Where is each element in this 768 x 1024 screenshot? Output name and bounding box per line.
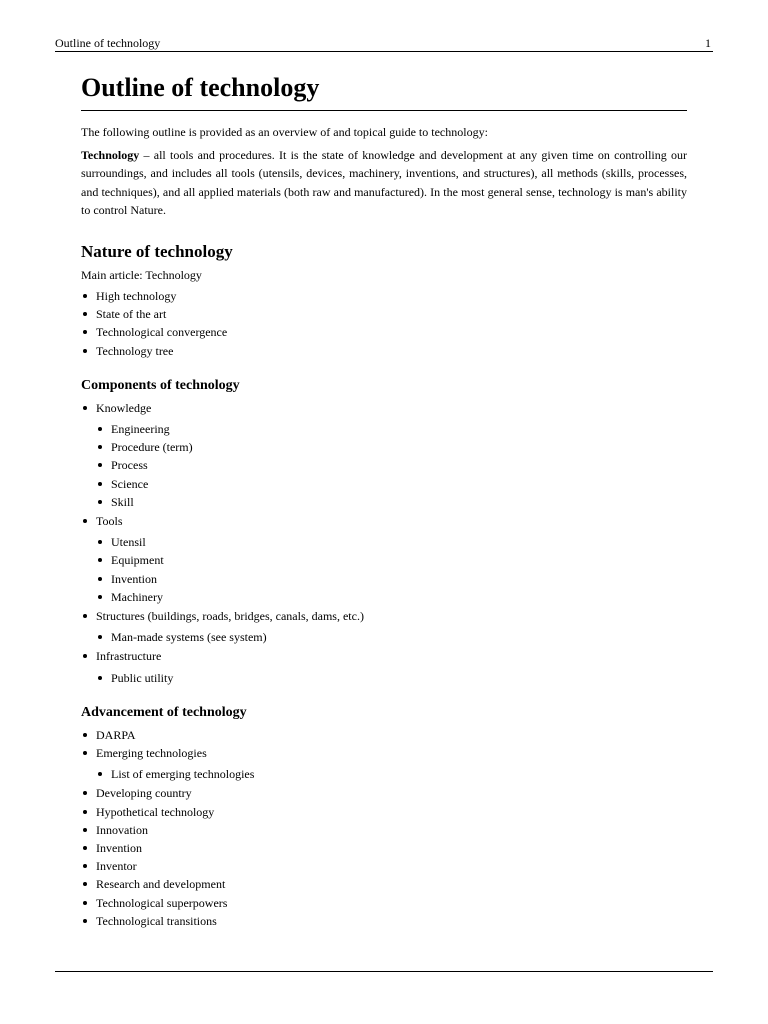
structures-sublist: [81, 628, 687, 646]
list-item[interactable]: Man-made systems (see system): [96, 628, 687, 646]
list-item[interactable]: Structures (buildings, roads, bridges, canals, dams, etc.): [81, 607, 687, 625]
list-item[interactable]: Infrastructure: [81, 647, 687, 665]
knowledge-sublist: [81, 420, 687, 511]
running-header: [55, 35, 713, 52]
list-item[interactable]: Invention: [81, 839, 687, 857]
sublist-container: [81, 420, 687, 511]
list-item[interactable]: Technology tree: [81, 342, 687, 360]
list-item[interactable]: Emerging technologies: [81, 744, 687, 762]
definition-paragraph: [81, 146, 687, 220]
components-list: [81, 399, 687, 687]
page-number: 1: [705, 36, 711, 50]
list-item[interactable]: Science: [96, 475, 687, 493]
tools-sublist: [81, 533, 687, 606]
list-item[interactable]: Engineering: [96, 420, 687, 438]
definition-text: all tools and procedures. It is the state of knowledge and development at any given time on controlling our surroundings, and includes all tools (utensils, devices, machinery, inventions, and structures), all methods (skills, processes, and techniques), and all applied materials (both raw and manufactured). In the most general sense, technology is man's ability to control Nature.: [81, 147, 688, 217]
list-item[interactable]: Technological convergence: [81, 323, 687, 341]
list-item[interactable]: Research and development: [81, 875, 687, 893]
section-heading-components: Components of technology: [81, 377, 240, 393]
list-item[interactable]: Hypothetical technology: [81, 803, 687, 821]
emerging-sublist: [81, 765, 687, 783]
running-header-title: Outline of technology: [55, 36, 161, 50]
sublist-container: [81, 533, 687, 606]
list-item[interactable]: DARPA: [81, 726, 687, 744]
list-item[interactable]: High technology: [81, 287, 687, 305]
sublist-container: [81, 669, 687, 687]
sublist-container: [81, 628, 687, 646]
list-item[interactable]: Process: [96, 456, 687, 474]
nature-list: [81, 287, 687, 360]
list-item[interactable]: Utensil: [96, 533, 687, 551]
page-title: Outline of technology: [81, 70, 687, 111]
article-content: [81, 70, 687, 930]
sublist-container: [81, 765, 687, 783]
list-item[interactable]: Inventor: [81, 857, 687, 875]
advancement-list: [81, 726, 687, 930]
definition-term: Technology: [81, 147, 140, 162]
infrastructure-sublist: [81, 669, 687, 687]
intro-paragraph: The following outline is provided as an overview of and topical guide to technology:: [81, 125, 488, 139]
list-item[interactable]: Machinery: [96, 588, 687, 606]
list-item[interactable]: Public utility: [96, 669, 687, 687]
list-item[interactable]: Technological superpowers: [81, 894, 687, 912]
list-item[interactable]: State of the art: [81, 305, 687, 323]
section-heading-nature: Nature of technology: [81, 241, 233, 261]
list-item[interactable]: List of emerging technologies: [96, 765, 687, 783]
list-item[interactable]: Equipment: [96, 551, 687, 569]
list-item[interactable]: Tools: [81, 512, 687, 530]
list-item[interactable]: Innovation: [81, 821, 687, 839]
footer-rule: [55, 971, 713, 972]
list-item[interactable]: Technological transitions: [81, 912, 687, 930]
list-item[interactable]: Developing country: [81, 784, 687, 802]
list-item[interactable]: Skill: [96, 493, 687, 511]
main-article-link[interactable]: Main article: Technology: [81, 267, 202, 282]
list-item[interactable]: Invention: [96, 570, 687, 588]
section-heading-advancement: Advancement of technology: [81, 704, 247, 720]
list-item[interactable]: Knowledge: [81, 399, 687, 417]
definition-dash: –: [139, 147, 154, 162]
list-item[interactable]: Procedure (term): [96, 438, 687, 456]
